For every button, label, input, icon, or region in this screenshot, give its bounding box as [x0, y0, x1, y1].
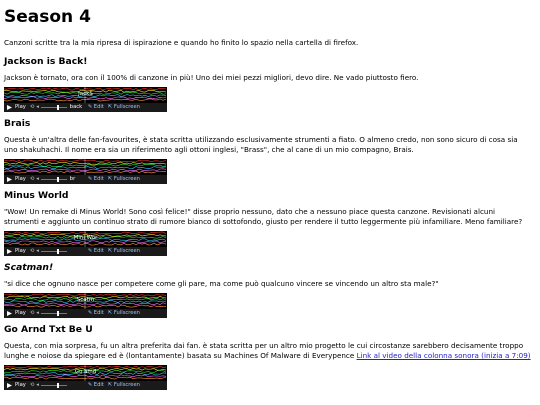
- play-label: Play: [15, 382, 26, 389]
- play-icon: [7, 249, 12, 254]
- play-button[interactable]: [4, 309, 30, 318]
- player-song-name: Scatm: [76, 297, 95, 304]
- player-song-name: Go amd: [74, 369, 97, 376]
- player-track-label: br: [69, 176, 76, 183]
- player-controls: [4, 175, 167, 184]
- song-title: Brais: [4, 118, 31, 130]
- edit-link[interactable]: ✎ Edit: [87, 104, 104, 111]
- volume-slider[interactable]: [41, 313, 67, 314]
- play-icon: [7, 311, 12, 316]
- waveform-graphic: [4, 159, 167, 175]
- player-controls: [4, 309, 167, 318]
- edit-link[interactable]: ✎ Edit: [87, 310, 104, 317]
- volume-icon[interactable]: ◂: [36, 104, 39, 111]
- volume-icon[interactable]: ◂: [36, 382, 39, 389]
- page-title: Season 4: [4, 7, 91, 27]
- volume-slider[interactable]: [41, 385, 67, 386]
- loop-icon[interactable]: ⟲: [29, 248, 35, 255]
- loop-icon[interactable]: ⟲: [29, 104, 35, 111]
- volume-slider[interactable]: [41, 107, 67, 108]
- song-player[interactable]: [4, 293, 167, 318]
- loop-icon[interactable]: ⟲: [29, 176, 35, 183]
- song-description: Questa è un'altra delle fan-favourites, è stata scritta utilizzando esclusivamente strumenti a fiato. O almeno credo, non sono sicuro di cosa sia uno shakuhachi. Il nome era sia un riferimento agli ottoni inglesi, "Brass", che al cane di un mio compagno, Brais.: [4, 135, 518, 154]
- song-player[interactable]: [4, 87, 167, 112]
- volume-handle[interactable]: [57, 383, 59, 388]
- song-title: Go Arnd Txt Be U: [4, 324, 93, 336]
- volume-handle[interactable]: [57, 311, 59, 316]
- song-description: [4, 341, 532, 360]
- player-controls: [4, 103, 167, 112]
- player-track-label: back: [69, 104, 83, 111]
- song-section: [4, 262, 536, 318]
- player-song-name: JackS: [78, 91, 93, 98]
- song-description: "Wow! Un remake di Minus World! Sono così felice!" disse proprio nessuno, dato che a nessuno piace questa canzone. Revisionati alcuni strumenti e aggiunto un continuo strato di rumore bianco di sottofondo, giusto per rendere il tutto leggermente più infamiliare. Meno familiare?: [4, 207, 523, 226]
- play-button[interactable]: [4, 247, 30, 256]
- edit-link[interactable]: ✎ Edit: [87, 248, 104, 255]
- song-section: [4, 324, 536, 390]
- play-label: Play: [15, 104, 26, 111]
- song-player[interactable]: [4, 365, 167, 390]
- song-title: Jackson is Back!: [4, 56, 88, 67]
- play-icon: [7, 383, 12, 388]
- fullscreen-link[interactable]: ⇱ Fullscreen: [107, 248, 140, 255]
- volume-slider[interactable]: [41, 251, 67, 252]
- player-song-name: Mini Wor: [73, 235, 98, 242]
- play-button[interactable]: [4, 381, 30, 390]
- song-description: Jackson è tornato, ora con il 100% di canzone in più! Uno dei miei pezzi migliori, devo dire. Ne vado piuttosto fiero.: [4, 73, 419, 82]
- play-icon: [7, 105, 12, 110]
- volume-slider[interactable]: [41, 179, 67, 180]
- play-label: Play: [15, 310, 26, 317]
- loop-icon[interactable]: ⟲: [29, 382, 35, 389]
- fullscreen-link[interactable]: ⇱ Fullscreen: [107, 382, 140, 389]
- edit-link[interactable]: ✎ Edit: [87, 382, 104, 389]
- fullscreen-link[interactable]: ⇱ Fullscreen: [107, 176, 140, 183]
- soundtrack-video-link[interactable]: Link al video della colonna sonora (inizia a 7:09): [356, 350, 531, 360]
- song-section: [4, 56, 536, 112]
- fullscreen-link[interactable]: ⇱ Fullscreen: [107, 104, 140, 111]
- song-description-text: Questa, con mia sorpresa, fu un altra preferita dai fan. è stata scritta per un altro mio progetto le cui circostanze sarebbero decisamente troppo lunghe e noiose da spiegare ed è (lontantamente) basata su Machines Of Malware di Everypence: [4, 341, 524, 360]
- fullscreen-link[interactable]: ⇱ Fullscreen: [107, 310, 140, 317]
- volume-icon[interactable]: ◂: [36, 176, 39, 183]
- song-description: "si dice che ognuno nasce per competere come gli pare, ma come può qualcuno vincere se vincendo un altro sta male?": [4, 279, 439, 289]
- volume-handle[interactable]: [57, 177, 59, 182]
- song-section: [4, 190, 536, 256]
- play-icon: [7, 177, 12, 182]
- song-title: Minus World: [4, 190, 69, 202]
- play-label: Play: [15, 176, 26, 183]
- song-player[interactable]: [4, 231, 167, 256]
- play-button[interactable]: [4, 175, 30, 184]
- play-button[interactable]: [4, 103, 30, 112]
- player-controls: [4, 247, 167, 256]
- player-controls: [4, 381, 167, 390]
- volume-handle[interactable]: [57, 249, 59, 254]
- page-intro: Canzoni scritte tra la mia ripresa di ispirazione e quando ho finito lo spazio nella cartella di firefox.: [4, 38, 359, 47]
- song-player[interactable]: [4, 159, 167, 184]
- song-title: Scatman!: [4, 262, 54, 274]
- play-label: Play: [15, 248, 26, 255]
- edit-link[interactable]: ✎ Edit: [87, 176, 104, 183]
- volume-icon[interactable]: ◂: [36, 310, 39, 317]
- volume-icon[interactable]: ◂: [36, 248, 39, 255]
- loop-icon[interactable]: ⟲: [29, 310, 35, 317]
- volume-handle[interactable]: [57, 105, 59, 110]
- song-section: [4, 118, 536, 184]
